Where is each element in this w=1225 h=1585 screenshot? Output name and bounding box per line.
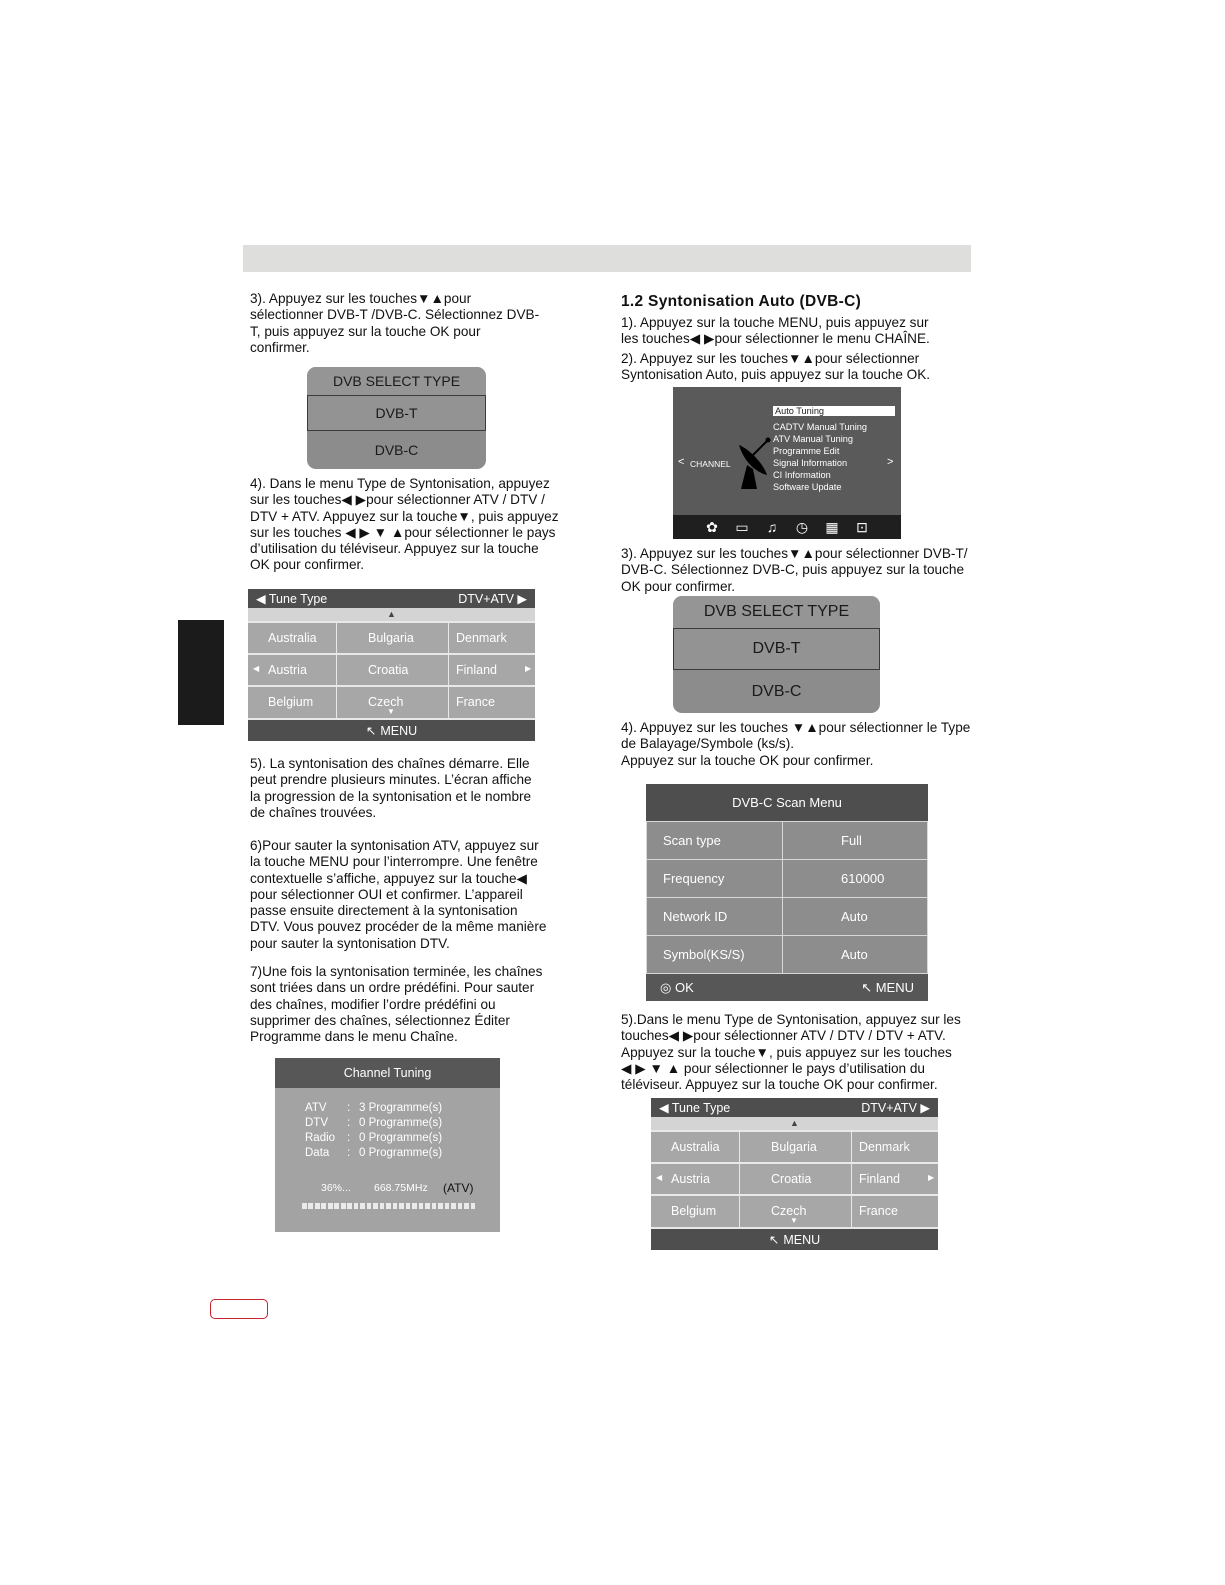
right-step1-text: 1). Appuyez sur la touche MENU, puis appuyez sur les touches◀ ▶pour sélectionner le menu CHAÎNE. [621,315,930,347]
progress-segment [315,1203,320,1209]
progress-segment [419,1203,424,1209]
menu-next-arrow-icon[interactable]: > [887,456,894,468]
progress-segment [328,1203,333,1209]
country-finland[interactable]: Finland [456,663,497,677]
satellite-dish-icon [733,435,773,493]
section-title: 1.2 Syntonisation Auto (DVB-C) [621,293,862,310]
progress-segment [393,1203,398,1209]
gear-icon[interactable]: ✿ [706,518,718,535]
lock-icon[interactable]: ⊡ [856,518,868,535]
scan-menu-title: DVB-C Scan Menu [646,784,928,821]
scan-type-row[interactable]: Scan type Full [647,822,928,860]
network-id-row[interactable]: Network ID Auto [647,898,928,936]
left-step7-text: 7)Une fois la syntonisation terminée, les chaînes sont triées dans un ordre prédéfini. Pour sauter des chaînes, modifier l’ordre prédéfini ou supprimer des chaînes, sélectionnez Éditer Programme dans le menu Chaîne. [250,964,543,1045]
menu-item-signal-information[interactable]: Signal Information [773,458,848,468]
progress-segment [412,1203,417,1209]
header-band [243,245,971,272]
right-step2-text: 2). Appuyez sur les touches▼▲pour sélectionner Syntonisation Auto, puis appuyez sur la touche OK. [621,351,931,383]
music-icon[interactable]: ♫ [766,519,778,535]
progress-segment [425,1203,430,1209]
progress-segment [471,1203,476,1209]
scroll-right-arrow-icon[interactable]: ▶ [928,1173,935,1182]
country-austria[interactable]: Austria [671,1172,710,1186]
progress-segment [354,1203,359,1209]
menu-item-cadtv-manual-tuning[interactable]: CADTV Manual Tuning [773,422,867,432]
dvb-select-title: DVB SELECT TYPE [307,367,486,395]
radio-count-row: Radio : 0 Programme(s) [305,1132,443,1144]
tuning-frequency: 668.75MHz [374,1182,428,1194]
progress-segment [438,1203,443,1209]
grid-icon[interactable]: ▦ [825,518,839,535]
menu-item-atv-manual-tuning[interactable]: ATV Manual Tuning [773,434,854,444]
progress-segment [341,1203,346,1209]
language-side-tab [178,620,224,725]
country-finland[interactable]: Finland [859,1172,900,1186]
tune-type-value: DTV+ATV [458,592,514,606]
progress-segment [373,1203,378,1209]
left-step4-text: 4). Dans le menu Type de Syntonisation, appuyez sur les touches◀ ▶pour sélectionner ATV / DTV / DTV + ATV. Appuyez sur la touche▼, puis appuyez sur les touches ◀ ▶ ▼ ▲pour sélectionner le pays d’utilisation du téléviseur. Appuyez sur la touche OK pour confirmer. [250,476,559,573]
scroll-left-arrow-icon[interactable]: ◀ [253,664,260,673]
ok-circle-icon: ◎ [660,979,672,995]
scroll-up-arrow-icon[interactable]: ▲ [248,608,535,621]
right-step3-text: 3). Appuyez sur les touches▼▲pour sélectionner DVB-T/ DVB-C. Sélectionnez DVB-C, puis appuyez sur la touche OK pour confirmer. [621,546,968,594]
menu-icon-bar [673,515,901,539]
progress-segment [464,1203,469,1209]
menu-item-auto-tuning[interactable]: Auto Tuning [773,406,895,416]
progress-segment [445,1203,450,1209]
country-australia[interactable]: Australia [671,1140,720,1154]
scroll-down-arrow-icon[interactable]: ▼ [387,707,395,716]
dvb-t-option[interactable]: DVB-T [673,628,880,670]
menu-label: MENU [783,1232,821,1247]
channel-tuning-dialog [275,1058,500,1232]
progress-segment [458,1203,463,1209]
left-step6-text: 6)Pour sauter la syntonisation ATV, appuyez sur la touche MENU pour l’interrompre. Une fenêtre contextuelle s’affiche, appuyez sur la touche◀ pour sélectionner OUI et confirmer. L’appareil passe ensuite directement à la syntonisation DTV. Vous pouvez procéder de la même manière pour sauter la syntonisation DTV. [250,838,547,951]
country-czech[interactable]: Czech [368,695,404,709]
frequency-row[interactable]: Frequency 610000 [647,860,928,898]
tune-type-menu-left: ◀ Tune Type DTV+ATV ▶ ▲ Australia Bulgaria Denmark ◀ Austria Croatia Finland ▶ Belgium Czech France ▼ ↖ MENU [248,589,535,741]
progress-segment [321,1203,326,1209]
tune-type-label: Tune Type [671,1101,731,1115]
progress-segment [360,1203,365,1209]
progress-segment [432,1203,437,1209]
data-count-row: Data : 0 Programme(s) [305,1147,443,1159]
channel-tuning-title: Channel Tuning [275,1058,500,1088]
progress-segment [347,1203,352,1209]
country-bulgaria[interactable]: Bulgaria [368,631,414,645]
country-france[interactable]: France [456,695,495,709]
right-step5-text: 5).Dans le menu Type de Syntonisation, appuyez sur les touches◀ ▶pour sélectionner ATV / DTV / DTV + ATV. Appuyez sur la touche▼, puis appuyez sur les touches ◀ ▶ ▼ ▲ pour sélectionner le pays d’utilisation du téléviseur. Appuyez sur la touche OK pour confirmer. [621,1012,961,1093]
tune-type-row[interactable]: ◀ Tune Type [659,1101,731,1115]
symbol-rate-row[interactable]: Symbol(KS/S) Auto [647,936,928,974]
scroll-down-arrow-icon[interactable]: ▼ [790,1216,798,1225]
dtv-count-row: DTV : 0 Programme(s) [305,1117,443,1129]
country-france[interactable]: France [859,1204,898,1218]
progress-segment [302,1203,307,1209]
country-austria[interactable]: Austria [268,663,307,677]
dvb-select-dialog-left [307,367,486,469]
dvb-select-dialog-right [673,596,880,713]
country-bulgaria[interactable]: Bulgaria [771,1140,817,1154]
dvb-c-option[interactable]: DVB-C [751,682,802,700]
tune-type-menu-right: ◀ Tune Type DTV+ATV ▶ ▲ Australia Bulgaria Denmark ◀ Austria Croatia Finland ▶ Belgium Czech France ▼ ↖ MENU [651,1098,938,1250]
menu-return-icon: ↖ [861,979,873,995]
menu-hint[interactable]: ↖ MENU [861,979,914,995]
dvb-c-option[interactable]: DVB-C [374,442,419,458]
country-denmark[interactable]: Denmark [859,1140,910,1154]
progress-segment [451,1203,456,1209]
menu-prev-arrow-icon[interactable]: < [678,456,685,468]
progress-segment [386,1203,391,1209]
clock-icon[interactable]: ◷ [795,518,809,535]
menu-item-programme-edit[interactable]: Programme Edit [773,446,840,456]
country-croatia[interactable]: Croatia [771,1172,812,1186]
left-step5-text: 5). La syntonisation des chaînes démarre. Elle peut prendre plusieurs minutes. L’écran affiche la progression de la syntonisation et le nombre de chaînes trouvées. [250,756,532,820]
scroll-right-arrow-icon[interactable]: ▶ [525,664,532,673]
right-step4-text: 4). Appuyez sur les touches ▼▲pour sélectionner le Type de Balayage/Symbole (ks/s). Appuyez sur la touche OK pour confirmer. [621,720,971,768]
channel-label: CHANNEL [690,459,731,469]
menu-item-ci-information[interactable]: CI Information [773,470,831,480]
scroll-left-arrow-icon[interactable]: ◀ [656,1173,663,1182]
tuning-mode: (ATV) [443,1181,474,1195]
progress-segment [334,1203,339,1209]
ok-hint[interactable]: ◎ OK [660,979,694,995]
scroll-up-arrow-icon[interactable]: ▲ [651,1117,938,1130]
menu-return-icon: ↖ [768,1233,780,1247]
left-step3-text: 3). Appuyez sur les touches▼▲pour sélectionner DVB-T /DVB-C. Sélectionnez DVB- T, puis appuyez sur la touche OK pour confirmer. [250,291,540,355]
progress-segment [367,1203,372,1209]
menu-label: MENU [380,723,418,738]
dvb-select-title: DVB SELECT TYPE [673,596,880,628]
picture-icon[interactable]: ▭ [735,518,749,535]
menu-item-software-update[interactable]: Software Update [773,482,842,492]
menu-footer[interactable] [651,1229,938,1250]
dvb-c-scan-menu [646,784,928,1000]
atv-count-row: ATV : 3 Programme(s) [305,1102,443,1114]
dvb-t-option[interactable]: DVB-T [307,395,486,431]
progress-segment [380,1203,385,1209]
progress-segment [399,1203,404,1209]
country-belgium[interactable]: Belgium [671,1204,717,1218]
tune-type-row[interactable]: ◀ Tune Type [256,592,328,606]
menu-return-icon: ↖ [365,724,377,738]
country-czech[interactable]: Czech [771,1204,807,1218]
country-denmark[interactable]: Denmark [456,631,507,645]
country-croatia[interactable]: Croatia [368,663,409,677]
country-australia[interactable]: Australia [268,631,317,645]
tune-type-value: DTV+ATV [861,1101,917,1115]
progress-segment [406,1203,411,1209]
channel-menu-screen [673,387,901,539]
progress-segment [308,1203,313,1209]
tuning-percent: 36%... [321,1182,351,1194]
page-number-box [210,1299,268,1319]
country-belgium[interactable]: Belgium [268,695,314,709]
menu-footer[interactable] [248,720,535,741]
tuning-progress-bar [302,1200,477,1206]
tune-type-label: Tune Type [268,592,328,606]
